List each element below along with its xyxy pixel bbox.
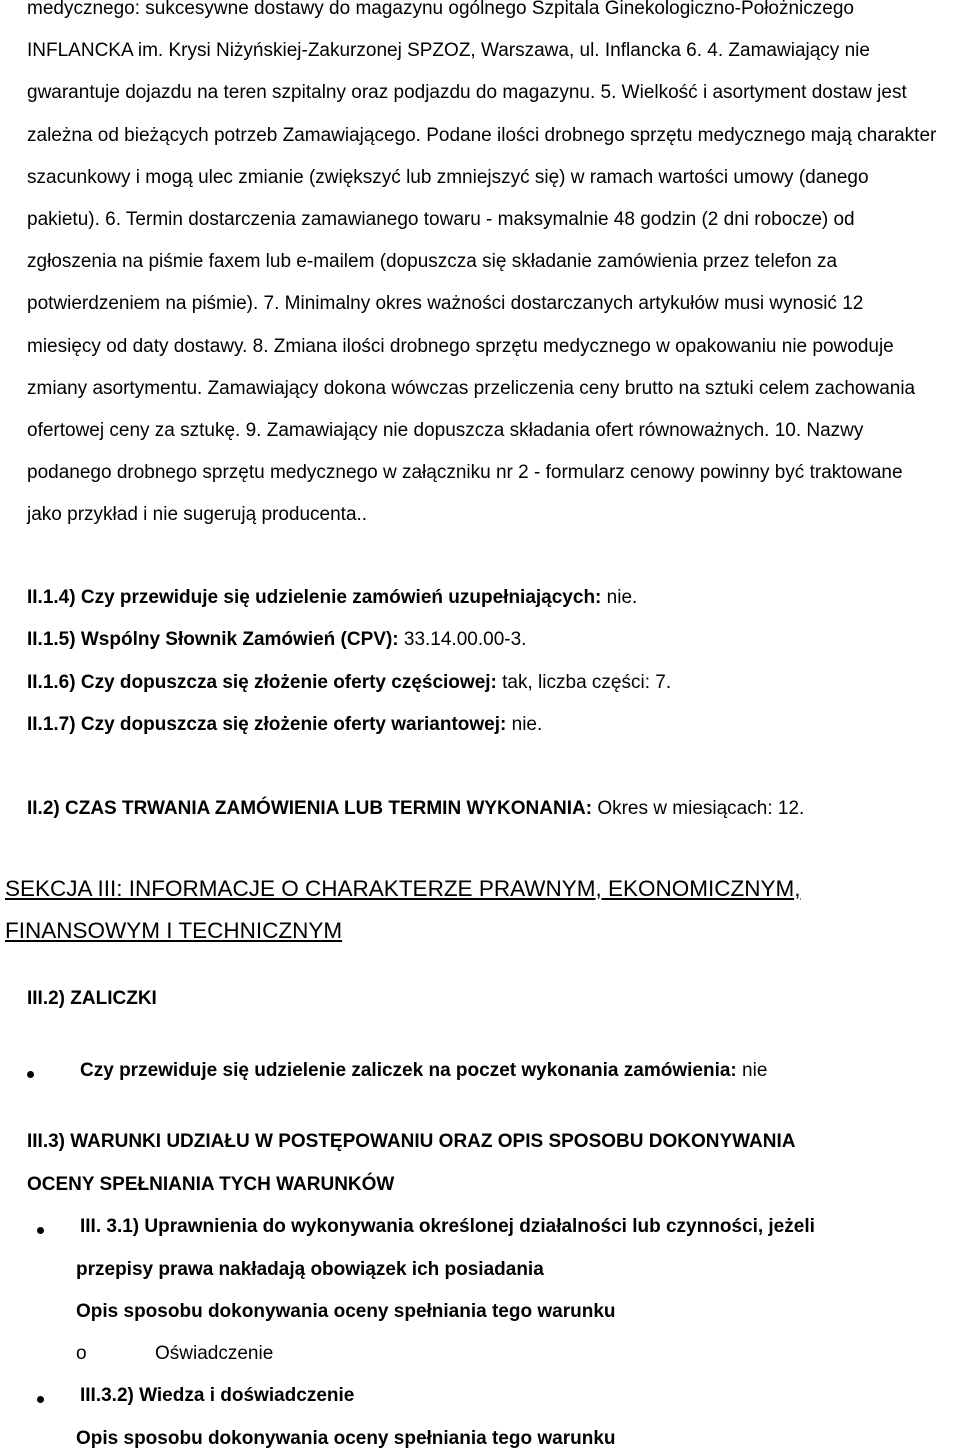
bullet-icon [37,1227,44,1234]
advances-heading: III.2) ZALICZKI [27,988,157,1009]
item-variant-offer [27,714,542,736]
condition-2-title: III.3.2) Wiedza i doświadczenie [80,1385,355,1406]
item-label: II.1.4) Czy przewiduje się udzielenie zamówień uzupełniających: [27,587,602,608]
condition-1-description: Opis sposobu dokonywania oceny spełniania tego warunku [76,1301,616,1322]
condition-2-description: Opis sposobu dokonywania oceny spełniania tego warunku [76,1428,616,1449]
advances-question-line [80,1060,767,1082]
advances-answer: nie [736,1060,768,1081]
condition-1-title-line2: przepisy prawa nakładają obowiązek ich posiadania [76,1259,544,1280]
advances-question: Czy przewiduje się udzielenie zaliczek na poczet wykonania zamówienia: [80,1060,737,1081]
term-value: Okres w miesiącach: 12. [592,798,805,819]
condition-1-sub-item: Oświadczenie [155,1343,274,1364]
item-label: II.1.6) Czy dopuszcza się złożenie oferty częściowej: [27,672,497,693]
item-label: II.1.7) Czy dopuszcza się złożenie oferty wariantowej: [27,714,507,735]
section-heading: SEKCJA III: INFORMACJE O CHARAKTERZE PRAWNYM, EKONOMICZNYM, FINANSOWYM I TECHNICZNYM [5,876,801,943]
item-value: nie. [601,587,638,608]
condition-1-title-line1: III. 3.1) Uprawnienia do wykonywania określonej działalności lub czynności, jeżeli [80,1216,815,1237]
order-description-paragraph: medycznego: sukcesywne dostawy do magazynu ogólnego Szpitala Ginekologiczno-Położniczego INFLANCKA im. Krysi Niżyńskiej-Zakurzonej SPZOZ, Warszawa, ul. Inflancka 6. 4. Zamawiający nie gwarantuje dojazdu na teren szpitalny oraz podjazdu do magazynu. 5. Wielkość i asortyment dostaw jest zależna od bieżących potrzeb Zamawiającego. Podane ilości drobnego sprzętu medycznego mają charakter szacunkowy i mogą ulec zmianie (zwiększyć lub zmniejszyć się) w ramach wartości umowy (danego pakietu). 6. Termin dostarczenia zamawianego towaru - maksymalnie 48 godzin (2 dni robocze) od zgłoszenia na piśmie faxem lub e-mailem (dopuszcza się składanie zamówienia przez telefon za potwierdzeniem na piśmie). 7. Minimalny okres ważności dostarczanych artykułów musi wynosić 12 miesięcy od daty dostawy. 8. Zmiana ilości drobnego sprzętu medycznego w opakowaniu nie powoduje zmiany asortymentu. Zamawiający dokona wówczas przeliczenia ceny brutto na sztuki celem zachowania ofertowej ceny za sztukę. 9. Zamawiający nie dopuszcza składania ofert równoważnych. 10. Nazwy podanego drobnego sprzętu medycznego w załączniku nr 2 - formularz cenowy powinny być traktowane jako przykład i nie sugerują producenta.. [27,0,937,526]
bullet-icon [27,1071,34,1078]
conditions-heading-line2: OCENY SPEŁNIANIA TYCH WARUNKÓW [27,1174,395,1195]
item-value: tak, liczba części: 7. [496,672,672,693]
item-partial-offer [27,672,671,694]
item-supplementary-orders [27,587,637,609]
term-line [27,798,804,820]
sub-bullet-marker: o [76,1343,87,1364]
bullet-icon [37,1396,44,1403]
item-value: 33.14.00.00-3. [398,629,527,650]
conditions-heading-line1: III.3) WARUNKI UDZIAŁU W POSTĘPOWANIU ORAZ OPIS SPOSOBU DOKONYWANIA [27,1131,796,1152]
item-value: nie. [506,714,543,735]
item-cpv [27,629,526,651]
term-label: II.2) CZAS TRWANIA ZAMÓWIENIA LUB TERMIN WYKONANIA: [27,798,593,819]
item-label: II.1.5) Wspólny Słownik Zamówień (CPV): [27,629,399,650]
